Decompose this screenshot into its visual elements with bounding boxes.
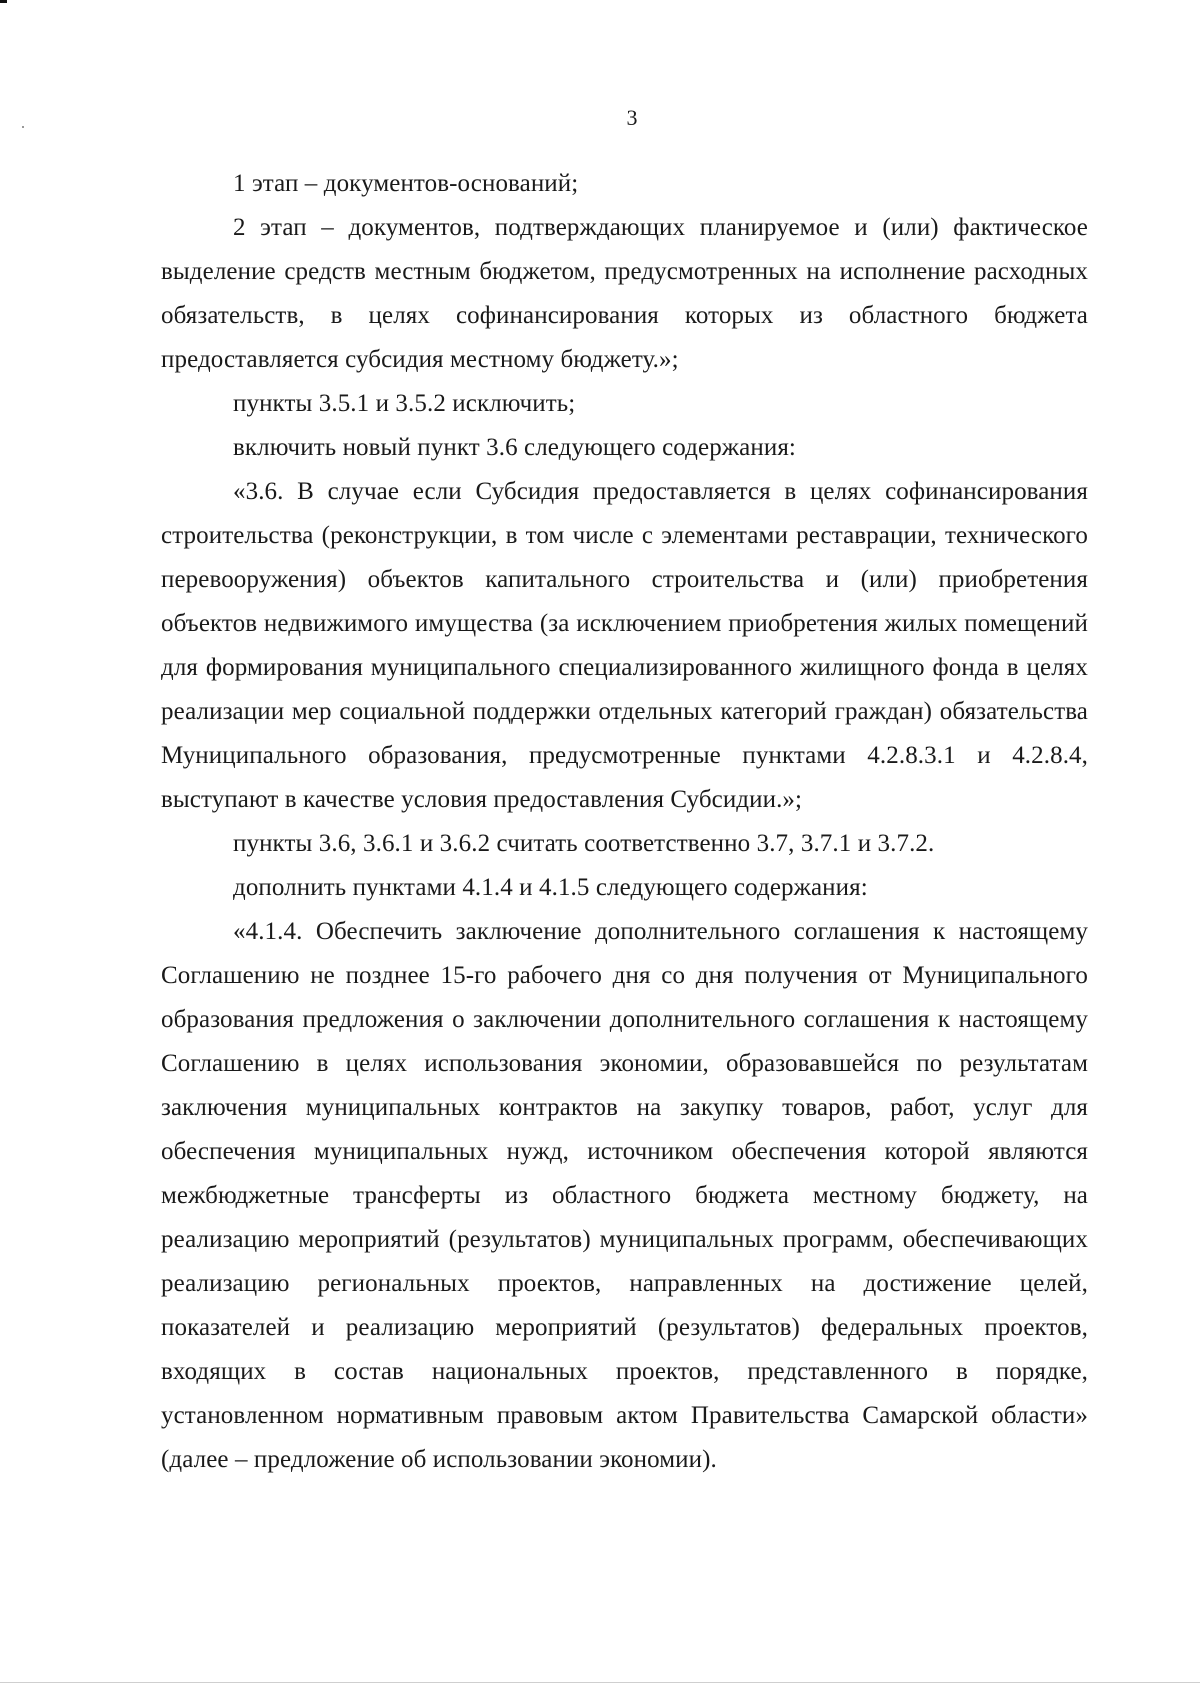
paragraph-stage-1: 1 этап – документов-оснований; xyxy=(233,170,579,197)
paragraph-clause-4-1-4: «4.1.4. Обеспечить заключение дополнительного соглашения к настоящему Соглашению не позднее 15-го рабочего дня со дня получения от Муниципального образования предложения о заключении дополнительного соглашения к настоящему Соглашению в целях использования экономии, образовавшейся по результатам заключения муниципальных контрактов на закупку товаров, работ, услуг для обеспечения муниципальных нужд, источником обеспечения которой являются межбюджетные трансферты из областного бюджета местному бюджету, на реализацию мероприятий (результатов) муниципальных программ, обеспечивающих реализацию региональных проектов, направленных на достижение целей, показателей и реализацию мероприятий (результатов) федеральных проектов, входящих в состав национальных проектов, представленного в порядке, установленном нормативным правовым актом Правительства Самарской области» (далее – предложение об использовании экономии). xyxy=(161,918,1088,1473)
paragraph-exclude-3-5: пункты 3.5.1 и 3.5.2 исключить; xyxy=(233,390,576,417)
document-body xyxy=(161,162,1088,1482)
scan-artifact-mark xyxy=(0,0,7,3)
paragraph-clause-3-6: «3.6. В случае если Субсидия предоставляется в целях софинансирования строительства (реконструкции, в том числе с элементами реставрации, технического перевооружения) объектов капитального строительства и (или) приобретения объектов недвижимого имущества (за исключением приобретения жилых помещений для формирования муниципального специализированного жилищного фонда в целях реализации мер социальной поддержки отдельных категорий граждан) обязательства Муниципального образования, предусмотренные пунктами 4.2.8.3.1 и 4.2.8.4, выступают в качестве условия предоставления Субсидии.»; xyxy=(161,478,1088,813)
page-number: 3 xyxy=(626,105,638,130)
bottom-scan-line xyxy=(0,1682,1200,1683)
paragraph-renumber: пункты 3.6, 3.6.1 и 3.6.2 считать соответственно 3.7, 3.7.1 и 3.7.2. xyxy=(233,830,935,857)
paragraph-include-3-6: включить новый пункт 3.6 следующего содержания: xyxy=(233,434,796,461)
paragraph-stage-2: 2 этап – документов, подтверждающих планируемое и (или) фактическое выделение средств местным бюджетом, предусмотренных на исполнение расходных обязательств, в целях софинансирования которых из областного бюджета предоставляется субсидия местному бюджету.»; xyxy=(161,214,1088,373)
paragraph-add-4-1: дополнить пунктами 4.1.4 и 4.1.5 следующего содержания: xyxy=(233,874,868,901)
